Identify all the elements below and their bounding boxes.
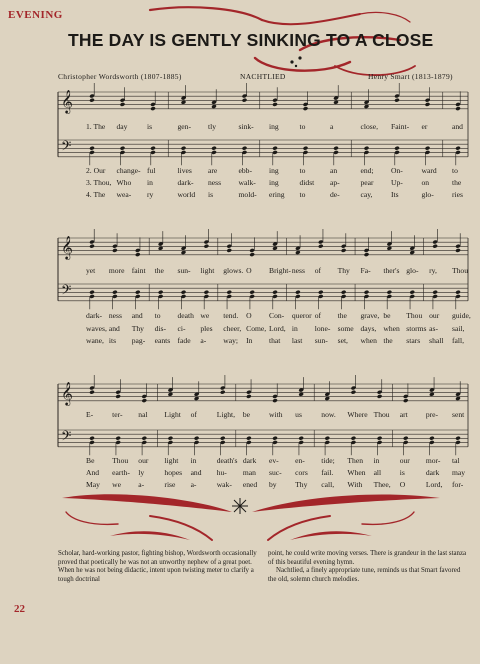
verse-2-syllable: light — [164, 456, 179, 465]
note-head — [150, 106, 156, 111]
verse-4-syllable: by — [269, 480, 277, 489]
verse-2-syllable: to — [299, 166, 306, 175]
note-head — [246, 436, 252, 441]
verse-2-syllable: 2. Our — [86, 166, 106, 175]
verse-1-syllable: and — [452, 122, 463, 131]
note-head — [318, 290, 324, 295]
note-head — [403, 398, 409, 403]
note-head — [89, 146, 95, 151]
note-head — [394, 146, 400, 151]
verse-3-syllable: the — [452, 178, 462, 187]
note-head — [455, 146, 461, 151]
verse-1-syllable: be — [242, 410, 251, 419]
note-head — [120, 146, 126, 151]
note-head — [220, 436, 226, 441]
verse-4-syllable: In — [246, 336, 253, 345]
note-head — [220, 390, 226, 395]
verse-1-syllable: more — [108, 266, 125, 275]
verse-1-syllable: of — [314, 266, 322, 275]
note-head — [112, 290, 118, 295]
note-head — [246, 394, 252, 399]
verse-2-syllable: ebb- — [238, 166, 252, 175]
verse-1-syllable: close, — [360, 122, 379, 131]
note-head — [89, 390, 95, 395]
verse-1-syllable: sun- — [177, 266, 191, 275]
note-head — [387, 290, 393, 295]
verse-4-syllable: a- — [200, 336, 207, 345]
verse-3-syllable: ap- — [330, 178, 340, 187]
commentary-left-text: Scholar, hard-working pastor, fighting bishop, Wordsworth occasionally proved that poetically he was not an unworthy nephew of a great poet. When he was not being didactic, intent upon twisting meter to clarify a tough doctrinal — [58, 550, 257, 583]
note-head — [295, 290, 301, 295]
bottom-flourish-strokes — [66, 512, 414, 540]
verse-3-syllable: dark- — [177, 178, 194, 187]
note-head — [89, 290, 95, 295]
note-head — [120, 102, 126, 107]
note-head — [377, 436, 383, 441]
commentary-left — [58, 550, 268, 584]
verse-3-syllable: and — [108, 324, 120, 333]
bass-clef: 𝄢 — [61, 282, 72, 301]
verse-2-syllable: dark- — [86, 311, 103, 320]
verse-3-syllable: on — [421, 178, 430, 187]
note-head — [432, 290, 438, 295]
verse-3-syllable: man — [242, 468, 256, 477]
note-head — [455, 290, 461, 295]
verse-1-syllable: er — [421, 122, 428, 131]
verse-2-syllable: death's — [216, 456, 238, 465]
verse-4-syllable: fall, — [452, 336, 465, 345]
verse-4-syllable: world — [177, 190, 196, 199]
verse-3-syllable: And — [86, 468, 100, 477]
note-head — [303, 146, 309, 151]
bass-clef: 𝄢 — [61, 428, 72, 447]
verse-3-syllable: Who — [116, 178, 132, 187]
note-head — [455, 106, 461, 111]
note-head — [168, 436, 174, 441]
verse-3-syllable: ci- — [177, 324, 186, 333]
verse-2-syllable: Be — [86, 456, 95, 465]
verse-4-syllable: the — [383, 336, 393, 345]
verse-2-syllable: Con- — [269, 311, 285, 320]
verse-4-syllable: 4. The — [86, 190, 106, 199]
hymn-title: THE DAY IS GENTLY SINKING TO A CLOSE — [68, 30, 434, 50]
verse-2-syllable: en- — [295, 456, 305, 465]
verse-4-syllable: cay, — [360, 190, 373, 199]
verse-3-syllable: Thy — [131, 324, 144, 333]
note-head — [249, 252, 255, 257]
verse-3-syllable: Lord, — [269, 324, 286, 333]
verse-2-syllable: Then — [347, 456, 364, 465]
verse-4-syllable: a- — [138, 480, 145, 489]
verse-2-syllable: be — [383, 311, 391, 320]
verse-4-syllable: is — [208, 190, 214, 199]
section-label: EVENING — [8, 9, 63, 21]
verse-3-syllable: hu- — [216, 468, 227, 477]
note-head — [204, 244, 210, 249]
verse-1-syllable: ing — [269, 122, 279, 131]
verse-2-syllable: O — [246, 311, 252, 320]
verse-3-syllable: Come, — [246, 324, 267, 333]
note-head — [341, 290, 347, 295]
verse-3-syllable: lone- — [314, 324, 331, 333]
verse-1-syllable: Light — [164, 410, 181, 419]
note-head — [298, 436, 304, 441]
verse-3-syllable: in — [147, 178, 153, 187]
verse-3-syllable: days, — [360, 324, 377, 333]
note-head — [135, 290, 141, 295]
note-head — [211, 146, 217, 151]
note-head — [272, 398, 278, 403]
verse-4-syllable: a- — [190, 480, 197, 489]
verse-1-syllable: glo- — [406, 266, 419, 275]
verse-2-syllable: ing — [269, 166, 279, 175]
page-number: 22 — [14, 603, 25, 615]
note-head — [141, 398, 147, 403]
note-head — [112, 248, 118, 253]
verse-2-syllable: ev- — [269, 456, 279, 465]
verse-2-syllable: to — [154, 311, 161, 320]
verse-4-syllable: call, — [321, 480, 335, 489]
verse-3-syllable: sail, — [452, 324, 465, 333]
verse-1-syllable: of — [190, 410, 197, 419]
verse-2-syllable: to — [452, 166, 458, 175]
verse-3-syllable: dis- — [154, 324, 167, 333]
verse-2-syllable: change- — [116, 166, 141, 175]
verse-4-syllable: its — [108, 336, 117, 345]
verse-2-syllable: tal — [452, 456, 460, 465]
note-head — [242, 146, 248, 151]
treble-clef: 𝄞 — [61, 89, 73, 113]
note-head — [272, 146, 278, 151]
verse-2-syllable: tend. — [223, 311, 239, 320]
verse-4-syllable: O — [399, 480, 406, 489]
verse-3-syllable: fail. — [321, 468, 334, 477]
verse-1-syllable: a — [330, 122, 334, 131]
verse-3-syllable: 3. Thou, — [86, 178, 112, 187]
verse-3-syllable: didst — [299, 178, 315, 187]
note-head — [333, 146, 339, 151]
verse-3-syllable: cheer, — [223, 324, 242, 333]
verse-2-syllable: our — [138, 456, 149, 465]
verse-1-syllable: Light, — [216, 410, 236, 419]
note-head — [409, 290, 415, 295]
note-head — [135, 252, 141, 257]
verse-3-syllable: in — [291, 324, 298, 333]
verse-4-syllable: rise — [164, 480, 176, 489]
verse-3-syllable: may — [452, 468, 466, 477]
treble-clef: 𝄞 — [61, 235, 73, 259]
verse-1-syllable: nal — [138, 410, 148, 419]
verse-1-syllable: light — [200, 266, 215, 275]
verse-1-syllable: Faint- — [391, 122, 410, 131]
verse-2-syllable: are — [208, 166, 218, 175]
verse-1-syllable: O — [246, 266, 252, 275]
verse-1-syllable: now. — [321, 410, 336, 419]
commentary-right — [268, 550, 468, 584]
verse-1-syllable: Bright- — [269, 266, 291, 275]
verse-3-syllable: ly — [138, 468, 145, 477]
verse-4-syllable: shall — [429, 336, 444, 345]
note-head — [226, 248, 232, 253]
verse-3-syllable: walk- — [238, 178, 256, 187]
verse-4-syllable: mold- — [238, 190, 257, 199]
verse-4-syllable: we — [112, 480, 121, 489]
verse-2-syllable: lives — [177, 166, 192, 175]
treble-clef: 𝄞 — [61, 381, 73, 405]
note-head — [377, 394, 383, 399]
note-head — [455, 248, 461, 253]
verse-1-syllable: faint — [131, 266, 146, 275]
commentary-right-text-2: Nachtlied, a finely appropriate tune, reminds us that Smart favored the old, solemn church melodies. — [268, 567, 461, 583]
note-head — [351, 436, 357, 441]
verse-4-syllable: set, — [337, 336, 348, 345]
verse-1-syllable: pre- — [425, 410, 439, 419]
note-head — [249, 290, 255, 295]
note-head — [242, 98, 248, 103]
note-head — [115, 436, 121, 441]
verse-3-syllable: Up- — [391, 178, 403, 187]
verse-3-syllable: and — [190, 468, 202, 477]
verse-3-syllable: earth- — [112, 468, 130, 477]
note-head — [89, 436, 95, 441]
verse-1-syllable: is — [147, 122, 153, 131]
note-head — [226, 290, 232, 295]
verse-4-syllable: wak- — [216, 480, 232, 489]
note-head — [341, 248, 347, 253]
verse-1-syllable: ry, — [429, 266, 437, 275]
verse-3-syllable: pear — [360, 178, 374, 187]
note-head — [432, 244, 438, 249]
verse-3-syllable: is — [399, 468, 405, 477]
verse-1-syllable: Thy — [337, 266, 350, 275]
verse-2-syllable: end; — [360, 166, 374, 175]
composer-credit: Henry Smart (1813-1879) — [368, 72, 453, 81]
verse-1-syllable: us — [295, 410, 302, 419]
verse-2-syllable: tide; — [321, 456, 335, 465]
note-head — [351, 390, 357, 395]
verse-4-syllable: Thee, — [373, 480, 391, 489]
note-head — [364, 252, 370, 257]
verse-4-syllable: Its — [391, 190, 399, 199]
verse-4-syllable: stars — [406, 336, 421, 345]
verse-2-syllable: grave, — [360, 311, 380, 320]
verse-1-syllable: ther's — [383, 266, 400, 275]
verse-4-syllable: With — [347, 480, 363, 489]
note-head — [181, 146, 187, 151]
verse-2-syllable: ness — [108, 311, 122, 320]
verse-4-syllable: wane, — [86, 336, 104, 345]
bass-clef: 𝄢 — [61, 138, 72, 157]
verse-4-syllable: Lord, — [425, 480, 443, 489]
verse-2-syllable: Thou — [406, 311, 423, 320]
verse-1-syllable: to — [299, 122, 306, 131]
author-credit: Christopher Wordsworth (1807-1885) — [58, 72, 182, 81]
verse-4-syllable: glo- — [421, 190, 434, 199]
verse-2-syllable: ful — [147, 166, 156, 175]
verse-2-syllable: ward — [421, 166, 437, 175]
note-head — [272, 290, 278, 295]
verse-3-syllable: waves, — [86, 324, 107, 333]
note-head — [115, 394, 121, 399]
verse-2-syllable: in — [190, 456, 197, 465]
verse-2-syllable: queror — [291, 311, 312, 320]
note-head — [158, 290, 164, 295]
note-head — [403, 436, 409, 441]
verse-4-syllable: to — [299, 190, 306, 199]
verse-1-syllable: gen- — [177, 122, 191, 131]
note-head — [181, 290, 187, 295]
note-head — [394, 98, 400, 103]
verse-4-syllable: when — [360, 336, 377, 345]
verse-2-syllable: of — [314, 311, 322, 320]
verse-4-syllable: ries — [452, 190, 463, 199]
verse-3-syllable: suc- — [269, 468, 282, 477]
verse-1-syllable: sent — [452, 410, 465, 419]
verse-4-syllable: fade — [177, 336, 191, 345]
verse-1-syllable: yet — [86, 266, 96, 275]
verse-3-syllable: When — [347, 468, 366, 477]
verse-4-syllable: for- — [452, 480, 464, 489]
verse-4-syllable: pag- — [131, 336, 146, 345]
verse-3-syllable: some — [337, 324, 354, 333]
verse-1-syllable: ter- — [112, 410, 123, 419]
verse-3-syllable: ing — [269, 178, 279, 187]
note-head — [425, 146, 431, 151]
note-head — [364, 146, 370, 151]
verse-4-syllable: Thy — [295, 480, 308, 489]
verse-4-syllable: ry — [147, 190, 154, 199]
note-head — [272, 102, 278, 107]
commentary-right-text-1: point, he could write moving verses. There is grandeur in the last stanza of this beautiful evening hymn. — [268, 550, 467, 566]
verse-4-syllable: wea- — [116, 190, 132, 199]
note-head — [89, 98, 95, 103]
note-head — [272, 436, 278, 441]
verse-2-syllable: an — [330, 166, 338, 175]
verse-4-syllable: last — [291, 336, 303, 345]
verse-4-syllable: way; — [223, 336, 239, 345]
note-head — [429, 436, 435, 441]
verse-3-syllable: dark — [425, 468, 440, 477]
verse-4-syllable: eants — [154, 336, 171, 345]
note-head — [318, 244, 324, 249]
verse-4-syllable: de- — [330, 190, 340, 199]
verse-1-syllable: the — [154, 266, 164, 275]
verse-4-syllable: that — [269, 336, 281, 345]
top-flourish-dots — [290, 56, 301, 67]
verse-1-syllable: tly — [208, 122, 217, 131]
verse-4-syllable: sun- — [314, 336, 328, 345]
verse-3-syllable: all — [373, 468, 382, 477]
note-head — [324, 436, 330, 441]
verse-3-syllable: ness — [208, 178, 222, 187]
verse-2-syllable: our — [399, 456, 410, 465]
verse-1-syllable: art — [399, 410, 408, 419]
verse-2-syllable: dark — [242, 456, 257, 465]
bottom-flourish — [62, 494, 440, 540]
verse-2-syllable: our — [429, 311, 440, 320]
verse-2-syllable: we — [200, 311, 210, 320]
verse-3-syllable: when — [383, 324, 400, 333]
note-head — [364, 290, 370, 295]
tune-name: NACHTLIED — [240, 72, 286, 81]
note-head — [425, 102, 431, 107]
verse-1-syllable: Thou — [452, 266, 469, 275]
verse-2-syllable: and — [131, 311, 143, 320]
verse-3-syllable: storms — [406, 324, 427, 333]
note-head — [150, 146, 156, 151]
verse-2-syllable: guide, — [452, 311, 471, 320]
note-head — [141, 436, 147, 441]
verse-2-syllable: in — [373, 456, 380, 465]
verse-1-syllable: glows. — [223, 266, 244, 275]
note-head — [204, 290, 210, 295]
verse-1-syllable: Thou — [373, 410, 390, 419]
verse-3-syllable: as- — [429, 324, 438, 333]
verse-2-syllable: death — [177, 311, 194, 320]
verse-3-syllable: ples — [200, 324, 213, 333]
note-head — [194, 436, 200, 441]
verse-1-syllable: E- — [86, 410, 94, 419]
verse-4-syllable: May — [86, 480, 100, 489]
verse-1-syllable: 1. The — [86, 122, 106, 131]
verse-4-syllable: ened — [242, 480, 258, 489]
verse-1-syllable: with — [269, 410, 283, 419]
note-head — [303, 106, 309, 111]
verse-2-syllable: On- — [391, 166, 403, 175]
note-head — [89, 244, 95, 249]
verse-3-syllable: cors — [295, 468, 308, 477]
verse-2-syllable: mor- — [425, 456, 441, 465]
bottom-star — [232, 498, 248, 514]
verse-2-syllable: Thou — [112, 456, 129, 465]
verse-1-syllable: Where — [347, 410, 368, 419]
note-head — [455, 436, 461, 441]
verse-4-syllable: ering — [269, 190, 285, 199]
verse-3-syllable: hopes — [164, 468, 183, 477]
verse-1-syllable: Fa- — [360, 266, 371, 275]
verse-1-syllable: ness — [291, 266, 305, 275]
verse-1-syllable: day — [116, 122, 128, 131]
verse-1-syllable: sink- — [238, 122, 254, 131]
verse-2-syllable: the — [337, 311, 347, 320]
